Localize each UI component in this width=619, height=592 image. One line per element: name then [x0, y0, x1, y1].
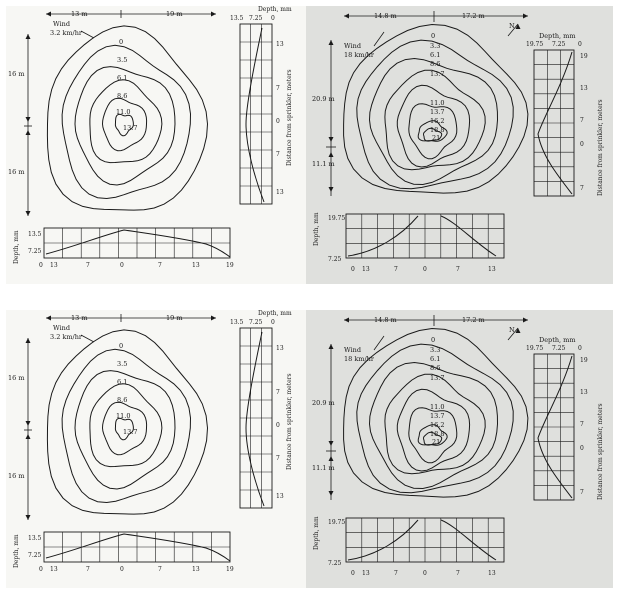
profile-tick: 19 — [580, 357, 588, 364]
wind-label: Wind — [344, 42, 361, 50]
wind-speed-label: 18 km/hr — [344, 355, 374, 363]
profile-tick: 13 — [276, 493, 284, 500]
bottom-ytick: 19.75 — [328, 215, 346, 222]
dim-label-left: 14.8 m — [374, 316, 397, 324]
contour-label: 8.6 — [117, 92, 128, 100]
right-profile-grid — [534, 50, 574, 196]
profile-tick: 13 — [276, 189, 284, 196]
side-dim-lower: 11.1 m — [312, 160, 335, 168]
profile-tick: 7 — [580, 421, 584, 428]
profile-scale: 0 — [578, 41, 582, 48]
arrowhead — [329, 456, 334, 461]
bottom-xtick: 0 — [120, 566, 124, 573]
side-dim-lower: 16 m — [8, 472, 25, 480]
arrowhead — [344, 318, 349, 323]
dim-label-left: 13 m — [71, 314, 88, 322]
dim-label-right: 17.2 m — [462, 316, 485, 324]
bottom-xtick: 0 — [423, 266, 427, 273]
profile-scale: 7.25 — [552, 345, 566, 352]
bottom-xtick: 7 — [158, 566, 162, 573]
bottom-ytick: 7.25 — [28, 552, 42, 559]
profile-tick: 7 — [580, 489, 584, 496]
side-dim-upper: 20.9 m — [312, 95, 335, 103]
contour-label: 21 — [432, 438, 441, 446]
side-dim-upper: 16 m — [8, 70, 25, 78]
profile-scale: 19.75 — [526, 41, 544, 48]
right-profile-grid — [534, 354, 574, 500]
bottom-ytick: 19.75 — [328, 519, 346, 526]
profile-axis-label: Distance from sprinkler, meters — [597, 403, 604, 500]
profile-tick: 7 — [580, 117, 584, 124]
dim-label-left: 14.8 m — [374, 12, 397, 20]
arrowhead — [46, 316, 51, 321]
right-distribution-diagram — [306, 6, 613, 284]
arrowhead — [211, 316, 216, 321]
bottom-xtick: 13 — [488, 266, 496, 273]
contour-label: 21 — [432, 134, 441, 142]
contour-label: 16.2 — [430, 117, 445, 125]
contour-label: 13.7 — [430, 70, 445, 78]
bottom-xtick: 13 — [362, 570, 370, 577]
arrowhead — [26, 421, 31, 426]
bottom-ytick: 7.25 — [328, 256, 342, 263]
contour-label: 11.0 — [430, 99, 445, 107]
contour-label: 6.1 — [117, 74, 128, 82]
arrowhead — [329, 40, 334, 45]
north-label: N — [509, 22, 515, 30]
bottom-xtick: 0 — [351, 266, 355, 273]
profile-title: Depth, mm — [258, 310, 292, 317]
contour-label: 11.0 — [430, 403, 445, 411]
contour-label: 18.8 — [430, 430, 445, 438]
profile-tick: 13 — [276, 41, 284, 48]
arrowhead — [26, 338, 31, 343]
bottom-ytick: 13.5 — [28, 231, 42, 238]
contour-label: 0 — [119, 38, 124, 46]
wind-speed-label: 3.2 km/hr — [50, 29, 82, 37]
profile-axis-label: Distance from sprinkler, meters — [286, 373, 293, 470]
contour-label: 11.0 — [116, 412, 131, 420]
contour-label: 13.7 — [123, 124, 138, 132]
bottom-ytick: 7.25 — [28, 248, 42, 255]
profile-title: Depth, mm — [258, 6, 292, 13]
profile-tick: 7 — [580, 185, 584, 192]
profile-scale: 19.75 — [526, 345, 544, 352]
profile-tick: 7 — [276, 389, 280, 396]
profile-axis-label: Distance from sprinkler, meters — [597, 99, 604, 196]
wind-speed-label: 18 km/hr — [344, 51, 374, 59]
contour-label: 3.3 — [430, 346, 441, 354]
bottom-xtick: 7 — [394, 266, 398, 273]
arrowhead — [26, 211, 31, 216]
bottom-ylabel: Depth, mm — [13, 534, 20, 568]
contour-label: 0 — [431, 32, 436, 40]
contour-label: 13.7 — [123, 428, 138, 436]
wind-label: Wind — [53, 324, 70, 332]
bottom-xtick: 7 — [456, 266, 460, 273]
wind-label: Wind — [344, 346, 361, 354]
profile-tick: 19 — [580, 53, 588, 60]
profile-scale: 7.25 — [552, 41, 566, 48]
profile-title: Depth, mm — [539, 336, 576, 344]
profile-tick: 0 — [580, 445, 584, 452]
bottom-profile-curve — [46, 230, 230, 257]
dim-label-left: 13 m — [71, 10, 88, 18]
profile-title: Depth, mm — [539, 32, 576, 40]
wind-label: Wind — [53, 20, 70, 28]
arrowhead — [329, 137, 334, 142]
diagram-svg — [306, 6, 613, 284]
arrowhead — [211, 12, 216, 17]
profile-scale: 0 — [578, 345, 582, 352]
right-distribution-diagram-copy — [306, 310, 613, 588]
bottom-xtick: 13 — [50, 262, 58, 269]
bottom-profile-curve — [348, 216, 496, 256]
profile-tick: 0 — [580, 141, 584, 148]
bottom-xtick: 13 — [192, 566, 200, 573]
profile-tick: 0 — [276, 422, 280, 429]
bottom-profile-curve — [46, 534, 230, 561]
bottom-profile-grid — [346, 214, 504, 258]
profile-scale: 13.5 — [230, 319, 244, 326]
bottom-xtick: 0 — [39, 262, 43, 269]
wind-arrow — [81, 31, 94, 38]
contour-1 — [62, 349, 190, 502]
contour-label: 0 — [431, 336, 436, 344]
left-distribution-diagram — [6, 6, 313, 284]
profile-tick: 13 — [580, 389, 588, 396]
contour-label: 6.1 — [117, 378, 128, 386]
arrowhead — [26, 117, 31, 122]
bottom-ylabel: Depth, mm — [313, 516, 320, 550]
contour-label: 6.1 — [430, 355, 441, 363]
left-distribution-diagram-copy — [6, 310, 313, 588]
profile-tick: 13 — [276, 345, 284, 352]
arrowhead — [329, 441, 334, 446]
arrowhead — [26, 434, 31, 439]
profile-tick: 0 — [276, 118, 280, 125]
profile-scale: 0 — [271, 319, 275, 326]
bottom-ylabel: Depth, mm — [313, 212, 320, 246]
diagram-svg — [306, 310, 613, 588]
contour-label: 13.7 — [430, 412, 445, 420]
arrowhead — [329, 491, 334, 496]
contour-label: 3.5 — [117, 56, 128, 64]
side-dim-upper: 16 m — [8, 374, 25, 382]
contour-label: 8.6 — [430, 60, 441, 68]
bottom-xtick: 7 — [158, 262, 162, 269]
contour-label: 13.7 — [430, 108, 445, 116]
north-label: N — [509, 326, 515, 334]
bottom-xtick: 7 — [86, 262, 90, 269]
right-profile-grid — [240, 24, 272, 204]
contour-label: 8.6 — [430, 364, 441, 372]
diagram-svg — [6, 310, 313, 588]
bottom-ytick: 13.5 — [28, 535, 42, 542]
dim-label-right: 19 m — [166, 314, 183, 322]
bottom-xtick: 7 — [86, 566, 90, 573]
profile-tick: 13 — [580, 85, 588, 92]
right-profile-grid — [240, 328, 272, 508]
side-dim-lower: 11.1 m — [312, 464, 335, 472]
contour-label: 16.2 — [430, 421, 445, 429]
profile-scale: 7.25 — [249, 15, 263, 22]
contour-label: 8.6 — [117, 396, 128, 404]
arrowhead — [329, 187, 334, 192]
profile-axis-label: Distance from sprinkler, meters — [286, 69, 293, 166]
dim-label-right: 19 m — [166, 10, 183, 18]
bottom-xtick: 19 — [226, 566, 234, 573]
bottom-xtick: 19 — [226, 262, 234, 269]
bottom-ytick: 7.25 — [328, 560, 342, 567]
bottom-ylabel: Depth, mm — [13, 230, 20, 264]
arrowhead — [523, 318, 528, 323]
wind-speed-label: 3.2 km/hr — [50, 333, 82, 341]
arrowhead — [26, 34, 31, 39]
arrowhead — [523, 14, 528, 19]
contour-1 — [62, 45, 190, 198]
bottom-xtick: 0 — [423, 570, 427, 577]
bottom-profile-grid — [346, 518, 504, 562]
profile-tick: 7 — [276, 455, 280, 462]
bottom-xtick: 13 — [50, 566, 58, 573]
arrowhead — [329, 152, 334, 157]
profile-tick: 7 — [276, 85, 280, 92]
contour-label: 3.3 — [430, 42, 441, 50]
bottom-xtick: 13 — [488, 570, 496, 577]
arrowhead — [26, 515, 31, 520]
contour-label: 18.8 — [430, 126, 445, 134]
bottom-xtick: 0 — [120, 262, 124, 269]
arrowhead — [46, 12, 51, 17]
arrowhead — [329, 344, 334, 349]
bottom-xtick: 7 — [456, 570, 460, 577]
diagram-svg — [6, 6, 313, 284]
arrowhead — [26, 130, 31, 135]
wind-arrow — [374, 336, 384, 350]
profile-scale: 7.25 — [249, 319, 263, 326]
bottom-xtick: 7 — [394, 570, 398, 577]
contour-label: 13.7 — [430, 374, 445, 382]
profile-scale: 0 — [271, 15, 275, 22]
bottom-xtick: 0 — [351, 570, 355, 577]
side-dim-lower: 16 m — [8, 168, 25, 176]
profile-scale: 13.5 — [230, 15, 244, 22]
bottom-xtick: 0 — [39, 566, 43, 573]
side-dim-upper: 20.9 m — [312, 399, 335, 407]
dim-label-right: 17.2 m — [462, 12, 485, 20]
arrowhead — [344, 14, 349, 19]
wind-arrow — [374, 32, 384, 46]
contour-label: 3.5 — [117, 360, 128, 368]
contour-label: 11.0 — [116, 108, 131, 116]
bottom-xtick: 13 — [192, 262, 200, 269]
contour-label: 0 — [119, 342, 124, 350]
bottom-xtick: 13 — [362, 266, 370, 273]
wind-arrow — [81, 335, 94, 342]
bottom-profile-curve — [348, 520, 496, 560]
profile-tick: 7 — [276, 151, 280, 158]
contour-label: 6.1 — [430, 51, 441, 59]
